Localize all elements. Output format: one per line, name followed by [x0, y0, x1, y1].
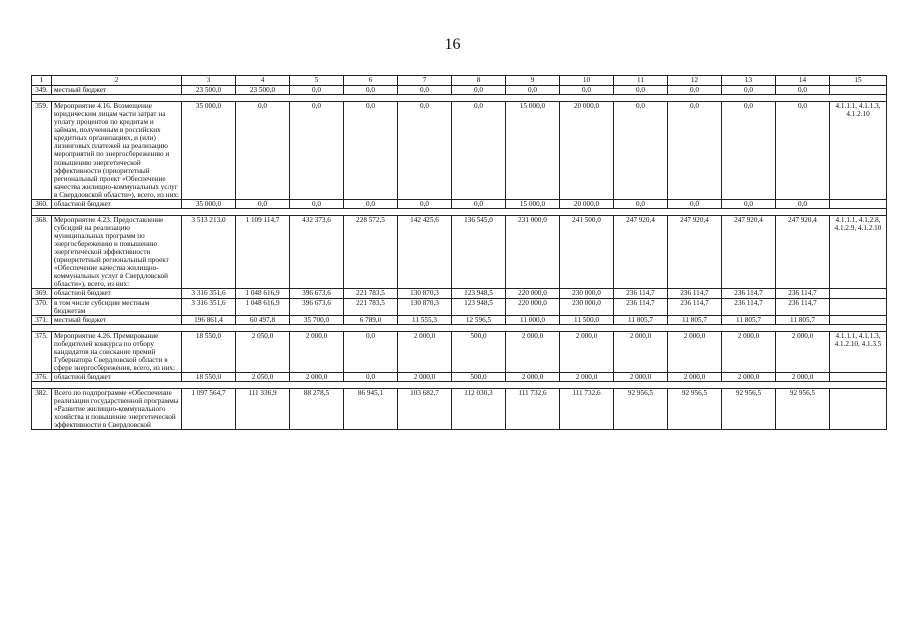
row-description: Всего по подпрограмме «Обеспечение реализации государственной программы «Развитие жилищно-коммунального хозяйства и повышение энергетической эффективности в Свердловской	[52, 389, 182, 430]
gap-cell	[668, 208, 722, 215]
row-number: 369.	[32, 289, 52, 298]
row-description: местный бюджет	[52, 86, 182, 95]
row-number: 375.	[32, 331, 52, 372]
value-cell: 231 000,0	[506, 215, 560, 289]
row-description: Мероприятие 4.26. Премирование победителей конкурса по отбору кандидатов на соискание премий Губернатора Свердловской области в сфере энергосбережения, всего, из них:	[52, 331, 182, 372]
value-cell: 2 000,0	[398, 331, 452, 372]
target-codes: 4.1.1.1, 4.1.2.8, 4.1.2.9, 4.1.2.10	[830, 215, 887, 289]
table-row	[32, 289, 887, 298]
value-cell: 0,0	[290, 102, 344, 200]
value-cell: 11 805,7	[668, 315, 722, 324]
gap-cell	[506, 324, 560, 331]
value-cell: 0,0	[290, 199, 344, 208]
target-codes	[830, 86, 887, 95]
gap-cell	[344, 95, 398, 102]
gap-cell	[290, 208, 344, 215]
value-cell: 6 789,0	[344, 315, 398, 324]
gap-cell	[236, 324, 290, 331]
table-row	[32, 331, 887, 372]
value-cell: 2 000,0	[614, 373, 668, 382]
gap-cell	[452, 208, 506, 215]
value-cell: 2 000,0	[722, 373, 776, 382]
value-cell: 230 000,0	[560, 298, 614, 315]
gap-cell	[398, 95, 452, 102]
table-row	[32, 86, 887, 95]
value-cell: 241 500,0	[560, 215, 614, 289]
value-cell: 247 920,4	[668, 215, 722, 289]
value-cell: 11 000,0	[506, 315, 560, 324]
gap-cell	[830, 382, 887, 389]
value-cell: 0,0	[344, 373, 398, 382]
value-cell: 0,0	[344, 102, 398, 200]
value-cell: 15 000,0	[506, 199, 560, 208]
value-cell: 0,0	[668, 102, 722, 200]
value-cell: 35 000,0	[182, 102, 236, 200]
gap-cell	[776, 382, 830, 389]
value-cell: 92 956,5	[722, 389, 776, 430]
gap-cell	[182, 95, 236, 102]
value-cell: 1 097 564,7	[182, 389, 236, 430]
gap-cell	[236, 208, 290, 215]
gap-cell	[668, 95, 722, 102]
gap-cell	[614, 324, 668, 331]
column-header: 2	[52, 76, 182, 86]
value-cell: 111 732,6	[506, 389, 560, 430]
value-cell: 88 278,5	[290, 389, 344, 430]
column-header: 11	[614, 76, 668, 86]
value-cell: 130 870,3	[398, 289, 452, 298]
value-cell: 0,0	[290, 86, 344, 95]
table-row	[32, 298, 887, 315]
gap-cell	[290, 95, 344, 102]
value-cell: 0,0	[776, 86, 830, 95]
value-cell: 2 000,0	[506, 331, 560, 372]
column-header: 13	[722, 76, 776, 86]
value-cell: 236 114,7	[776, 289, 830, 298]
row-number: 371.	[32, 315, 52, 324]
value-cell: 247 920,4	[614, 215, 668, 289]
value-cell: 236 114,7	[668, 289, 722, 298]
column-header: 3	[182, 76, 236, 86]
row-description: областной бюджет	[52, 373, 182, 382]
value-cell: 18 550,0	[182, 373, 236, 382]
value-cell: 220 000,0	[506, 289, 560, 298]
value-cell: 221 783,5	[344, 289, 398, 298]
value-cell: 12 596,5	[452, 315, 506, 324]
value-cell: 236 114,7	[614, 289, 668, 298]
value-cell: 3 513 213,0	[182, 215, 236, 289]
gap-cell	[776, 95, 830, 102]
table-row	[32, 389, 887, 430]
gap-cell	[398, 208, 452, 215]
gap-cell	[290, 324, 344, 331]
row-number: 376.	[32, 373, 52, 382]
row-number: 370.	[32, 298, 52, 315]
value-cell: 111 732,6	[560, 389, 614, 430]
row-description: Мероприятие 4.16. Возмещение юридическим лицам части затрат на уплату процентов по кредитам и займам, полученным в российских кредитных организациях, и (или) лизинговых платежей на реализацию мероприятий по энергосбережению и повышению энергетической эффективности (приоритетный региональный проект «Обеспечение качества жилищно-коммунальных услуг в Свердловской области»), всего, из них:	[52, 102, 182, 200]
value-cell: 0,0	[344, 199, 398, 208]
value-cell: 236 114,7	[722, 289, 776, 298]
value-cell: 0,0	[722, 86, 776, 95]
value-cell: 247 920,4	[776, 215, 830, 289]
value-cell: 0,0	[506, 86, 560, 95]
value-cell: 2 000,0	[560, 331, 614, 372]
column-header: 1	[32, 76, 52, 86]
table-row	[32, 373, 887, 382]
column-header: 6	[344, 76, 398, 86]
gap-cell	[776, 208, 830, 215]
row-description: Мероприятие 4.23. Предоставление субсидий на реализацию муниципальных программ по энергосбережению и повышению энергетической эффективности (приоритетный региональный проект «Обеспечение качества жилищно-коммунальных услуг в Свердловской области»), всего, из них:	[52, 215, 182, 289]
value-cell: 432 373,6	[290, 215, 344, 289]
gap-cell	[560, 382, 614, 389]
gap-cell	[830, 95, 887, 102]
value-cell: 103 682,7	[398, 389, 452, 430]
row-number: 368.	[32, 215, 52, 289]
value-cell: 18 550,0	[182, 331, 236, 372]
gap-cell	[722, 95, 776, 102]
gap-cell	[290, 382, 344, 389]
page-number: 16	[444, 36, 461, 53]
row-description: областной бюджет	[52, 199, 182, 208]
value-cell: 142 425,6	[398, 215, 452, 289]
target-codes: 4.1.1.1, 4.1.1.3, 4.1.2.10	[830, 102, 887, 200]
value-cell: 236 114,7	[776, 298, 830, 315]
value-cell: 123 948,5	[452, 289, 506, 298]
gap-cell	[560, 95, 614, 102]
gap-cell	[398, 382, 452, 389]
value-cell: 230 000,0	[560, 289, 614, 298]
gap-cell	[52, 324, 182, 331]
gap-cell	[506, 208, 560, 215]
row-number: 359.	[32, 102, 52, 200]
value-cell: 0,0	[236, 199, 290, 208]
value-cell: 23 500,0	[236, 86, 290, 95]
gap-cell	[830, 324, 887, 331]
row-number: 360.	[32, 199, 52, 208]
value-cell: 1 048 616,9	[236, 289, 290, 298]
gap-cell	[52, 382, 182, 389]
value-cell: 130 870,3	[398, 298, 452, 315]
gap-cell	[722, 208, 776, 215]
value-cell: 2 000,0	[776, 373, 830, 382]
value-cell: 2 050,0	[236, 373, 290, 382]
column-header: 8	[452, 76, 506, 86]
value-cell: 236 114,7	[668, 298, 722, 315]
value-cell: 0,0	[560, 86, 614, 95]
value-cell: 0,0	[398, 86, 452, 95]
target-codes	[830, 298, 887, 315]
gap-cell	[32, 324, 52, 331]
column-header: 14	[776, 76, 830, 86]
row-gap	[32, 382, 887, 389]
target-codes	[830, 389, 887, 430]
value-cell: 228 572,5	[344, 215, 398, 289]
value-cell: 396 673,6	[290, 289, 344, 298]
value-cell: 0,0	[668, 86, 722, 95]
value-cell: 112 030,3	[452, 389, 506, 430]
value-cell: 0,0	[722, 102, 776, 200]
value-cell: 2 050,0	[236, 331, 290, 372]
value-cell: 86 945,1	[344, 389, 398, 430]
gap-cell	[452, 95, 506, 102]
row-description: местный бюджет	[52, 315, 182, 324]
column-header: 10	[560, 76, 614, 86]
table-body	[32, 76, 887, 430]
value-cell: 0,0	[452, 199, 506, 208]
target-codes	[830, 199, 887, 208]
gap-cell	[32, 382, 52, 389]
gap-cell	[506, 95, 560, 102]
gap-cell	[344, 208, 398, 215]
table-row	[32, 102, 887, 200]
column-header: 15	[830, 76, 887, 86]
value-cell: 0,0	[776, 199, 830, 208]
value-cell: 2 000,0	[668, 373, 722, 382]
value-cell: 11 805,7	[614, 315, 668, 324]
value-cell: 111 336,9	[236, 389, 290, 430]
gap-cell	[722, 382, 776, 389]
table-row	[32, 215, 887, 289]
value-cell: 11 805,7	[776, 315, 830, 324]
value-cell: 92 956,5	[776, 389, 830, 430]
gap-cell	[236, 95, 290, 102]
value-cell: 500,0	[452, 373, 506, 382]
gap-cell	[560, 324, 614, 331]
value-cell: 11 805,7	[722, 315, 776, 324]
target-codes	[830, 373, 887, 382]
value-cell: 0,0	[776, 102, 830, 200]
gap-cell	[182, 208, 236, 215]
value-cell: 2 000,0	[398, 373, 452, 382]
row-description: в том числе субсидии местным бюджетам	[52, 298, 182, 315]
value-cell: 0,0	[614, 86, 668, 95]
value-cell: 92 956,5	[614, 389, 668, 430]
gap-cell	[52, 95, 182, 102]
table-row	[32, 315, 887, 324]
row-gap	[32, 324, 887, 331]
gap-cell	[452, 324, 506, 331]
gap-cell	[668, 324, 722, 331]
value-cell: 35 000,0	[182, 199, 236, 208]
row-gap	[32, 208, 887, 215]
value-cell: 23 500,0	[182, 86, 236, 95]
gap-cell	[52, 208, 182, 215]
value-cell: 3 316 351,6	[182, 289, 236, 298]
value-cell: 2 000,0	[290, 373, 344, 382]
gap-cell	[776, 324, 830, 331]
row-number: 349.	[32, 86, 52, 95]
value-cell: 2 000,0	[290, 331, 344, 372]
value-cell: 0,0	[344, 86, 398, 95]
target-codes: 4.1.1.1, 4.1.1.3, 4.1.2.10, 4.1.3.5	[830, 331, 887, 372]
gap-cell	[344, 382, 398, 389]
row-number: 382.	[32, 389, 52, 430]
gap-cell	[32, 208, 52, 215]
value-cell: 2 000,0	[560, 373, 614, 382]
gap-cell	[722, 324, 776, 331]
value-cell: 0,0	[398, 102, 452, 200]
row-description: областной бюджет	[52, 289, 182, 298]
value-cell: 11 500,0	[560, 315, 614, 324]
value-cell: 221 783,5	[344, 298, 398, 315]
gap-cell	[506, 382, 560, 389]
value-cell: 0,0	[398, 199, 452, 208]
value-cell: 500,0	[452, 331, 506, 372]
gap-cell	[182, 324, 236, 331]
value-cell: 92 956,5	[668, 389, 722, 430]
value-cell: 220 000,0	[506, 298, 560, 315]
gap-cell	[182, 382, 236, 389]
column-header: 12	[668, 76, 722, 86]
value-cell: 0,0	[344, 331, 398, 372]
budget-table	[31, 75, 887, 430]
value-cell: 2 000,0	[506, 373, 560, 382]
gap-cell	[452, 382, 506, 389]
value-cell: 20 000,0	[560, 199, 614, 208]
value-cell: 15 000,0	[506, 102, 560, 200]
value-cell: 0,0	[452, 86, 506, 95]
column-header: 7	[398, 76, 452, 86]
value-cell: 35 700,0	[290, 315, 344, 324]
target-codes	[830, 315, 887, 324]
gap-cell	[830, 208, 887, 215]
value-cell: 236 114,7	[722, 298, 776, 315]
value-cell: 0,0	[452, 102, 506, 200]
target-codes	[830, 289, 887, 298]
value-cell: 0,0	[236, 102, 290, 200]
gap-cell	[398, 324, 452, 331]
gap-cell	[614, 95, 668, 102]
row-gap	[32, 95, 887, 102]
gap-cell	[668, 382, 722, 389]
column-header: 4	[236, 76, 290, 86]
column-header: 9	[506, 76, 560, 86]
gap-cell	[560, 208, 614, 215]
table-header-row	[32, 76, 887, 86]
column-header: 5	[290, 76, 344, 86]
value-cell: 2 000,0	[722, 331, 776, 372]
value-cell: 60 497,8	[236, 315, 290, 324]
gap-cell	[614, 382, 668, 389]
value-cell: 136 545,0	[452, 215, 506, 289]
value-cell: 2 000,0	[776, 331, 830, 372]
value-cell: 1 109 114,7	[236, 215, 290, 289]
value-cell: 0,0	[668, 199, 722, 208]
gap-cell	[32, 95, 52, 102]
value-cell: 396 673,6	[290, 298, 344, 315]
value-cell: 0,0	[614, 102, 668, 200]
value-cell: 1 048 616,9	[236, 298, 290, 315]
value-cell: 123 948,5	[452, 298, 506, 315]
value-cell: 236 114,7	[614, 298, 668, 315]
gap-cell	[344, 324, 398, 331]
value-cell: 196 861,4	[182, 315, 236, 324]
value-cell: 3 316 351,6	[182, 298, 236, 315]
value-cell: 247 920,4	[722, 215, 776, 289]
table-row	[32, 199, 887, 208]
value-cell: 20 000,0	[560, 102, 614, 200]
value-cell: 2 000,0	[668, 331, 722, 372]
value-cell: 0,0	[722, 199, 776, 208]
value-cell: 0,0	[614, 199, 668, 208]
value-cell: 2 000,0	[614, 331, 668, 372]
value-cell: 11 555,3	[398, 315, 452, 324]
gap-cell	[236, 382, 290, 389]
gap-cell	[614, 208, 668, 215]
